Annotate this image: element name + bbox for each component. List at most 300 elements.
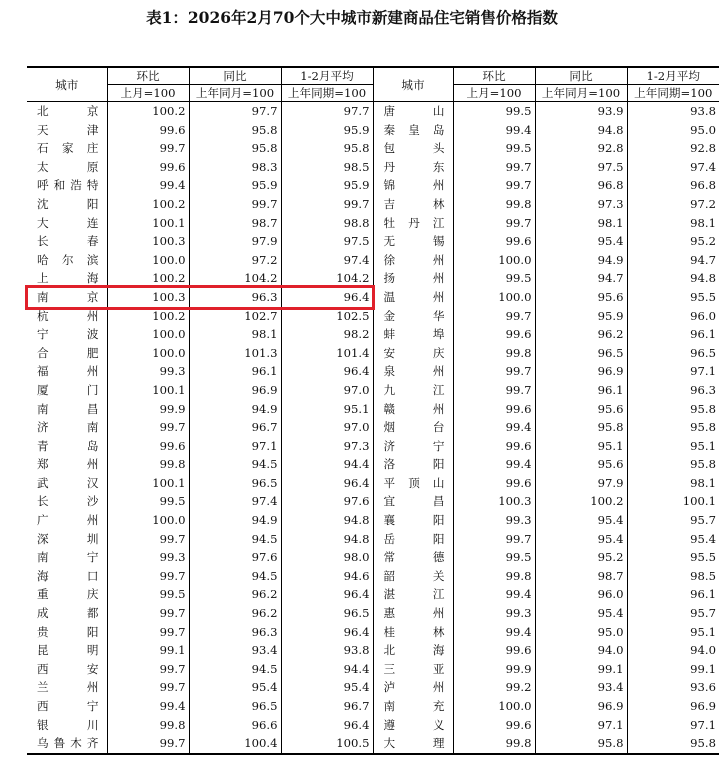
index-mom: 100.0 bbox=[107, 325, 189, 344]
index-mom: 99.7 bbox=[453, 307, 535, 326]
index-yoy: 97.3 bbox=[535, 195, 627, 214]
index-yoy: 94.0 bbox=[535, 641, 627, 660]
city-name: 北京 bbox=[37, 104, 99, 118]
city-name: 北海 bbox=[373, 641, 453, 660]
city-name: 韶关 bbox=[373, 567, 453, 586]
index-mom: 99.4 bbox=[107, 697, 189, 716]
index-yoy: 94.9 bbox=[535, 251, 627, 270]
city-name: 厦门 bbox=[37, 382, 99, 397]
index-avg: 96.1 bbox=[627, 585, 719, 604]
index-avg: 98.8 bbox=[281, 214, 373, 233]
city-name: 秦皇岛 bbox=[373, 121, 453, 140]
city-name: 牡丹江 bbox=[373, 214, 453, 233]
header-avg-left: 1-2月平均 bbox=[281, 67, 373, 85]
index-avg: 99.7 bbox=[281, 195, 373, 214]
index-mom: 99.3 bbox=[453, 604, 535, 623]
index-avg: 102.5 bbox=[281, 307, 373, 326]
index-avg: 98.1 bbox=[627, 214, 719, 233]
index-mom: 100.1 bbox=[107, 381, 189, 400]
index-mom: 99.6 bbox=[453, 325, 535, 344]
table-row bbox=[27, 511, 719, 530]
index-mom: 100.0 bbox=[453, 697, 535, 716]
table-row bbox=[27, 455, 719, 474]
city-name: 湛江 bbox=[373, 585, 453, 604]
table-row bbox=[27, 176, 719, 195]
index-yoy: 96.2 bbox=[189, 585, 281, 604]
index-mom: 99.7 bbox=[453, 362, 535, 381]
city-name: 唐山 bbox=[373, 102, 453, 121]
city-name: 锦州 bbox=[373, 176, 453, 195]
index-avg: 95.8 bbox=[627, 400, 719, 419]
header-mom-base-right: 上月=100 bbox=[453, 85, 535, 102]
index-yoy: 97.1 bbox=[535, 716, 627, 735]
index-yoy: 93.9 bbox=[535, 102, 627, 121]
city-name: 兰州 bbox=[37, 680, 99, 695]
city-name: 常德 bbox=[373, 548, 453, 567]
index-mom: 99.6 bbox=[453, 437, 535, 456]
table-row bbox=[27, 251, 719, 270]
index-mom: 99.6 bbox=[453, 474, 535, 493]
index-avg: 95.1 bbox=[627, 437, 719, 456]
index-yoy: 102.7 bbox=[189, 307, 281, 326]
city-name: 九江 bbox=[373, 381, 453, 400]
index-mom: 99.8 bbox=[107, 455, 189, 474]
index-yoy: 99.7 bbox=[189, 195, 281, 214]
table-row bbox=[27, 381, 719, 400]
index-yoy: 97.7 bbox=[189, 102, 281, 121]
table-row bbox=[27, 158, 719, 177]
city-name: 金华 bbox=[373, 307, 453, 326]
index-avg: 96.4 bbox=[281, 288, 373, 307]
index-mom: 100.1 bbox=[107, 214, 189, 233]
index-avg: 98.5 bbox=[281, 158, 373, 177]
city-name: 无锡 bbox=[373, 232, 453, 251]
table-row bbox=[27, 307, 719, 326]
city-name: 温州 bbox=[373, 288, 453, 307]
index-mom: 99.5 bbox=[453, 102, 535, 121]
index-yoy: 94.8 bbox=[535, 121, 627, 140]
index-mom: 99.8 bbox=[107, 716, 189, 735]
city-name: 三亚 bbox=[373, 660, 453, 679]
index-mom: 99.7 bbox=[107, 623, 189, 642]
index-yoy: 96.9 bbox=[535, 697, 627, 716]
index-yoy: 96.0 bbox=[535, 585, 627, 604]
index-avg: 95.7 bbox=[627, 511, 719, 530]
header-yoy-base-left: 上年同月=100 bbox=[189, 85, 281, 102]
index-mom: 99.3 bbox=[107, 548, 189, 567]
city-name: 天津 bbox=[37, 122, 99, 137]
table-row bbox=[27, 232, 719, 251]
index-avg: 96.4 bbox=[281, 716, 373, 735]
index-avg: 95.8 bbox=[627, 734, 719, 754]
table-row bbox=[27, 641, 719, 660]
index-avg: 101.4 bbox=[281, 344, 373, 363]
city-name: 泸州 bbox=[373, 678, 453, 697]
index-avg: 97.4 bbox=[281, 251, 373, 270]
index-yoy: 95.8 bbox=[189, 139, 281, 158]
header-yoy-left: 同比 bbox=[189, 67, 281, 85]
index-yoy: 95.4 bbox=[535, 604, 627, 623]
index-yoy: 97.5 bbox=[535, 158, 627, 177]
index-avg: 97.1 bbox=[627, 716, 719, 735]
city-name: 南宁 bbox=[37, 550, 99, 565]
table-row bbox=[27, 492, 719, 511]
index-mom: 99.7 bbox=[453, 381, 535, 400]
index-avg: 96.9 bbox=[627, 697, 719, 716]
index-avg: 97.5 bbox=[281, 232, 373, 251]
city-name: 泉州 bbox=[373, 362, 453, 381]
index-avg: 99.1 bbox=[627, 660, 719, 679]
index-avg: 97.1 bbox=[627, 362, 719, 381]
index-mom: 100.0 bbox=[453, 288, 535, 307]
index-avg: 94.8 bbox=[627, 269, 719, 288]
index-mom: 99.7 bbox=[107, 139, 189, 158]
index-mom: 99.7 bbox=[107, 734, 189, 754]
table-row bbox=[27, 585, 719, 604]
index-avg: 100.5 bbox=[281, 734, 373, 754]
index-yoy: 93.4 bbox=[535, 678, 627, 697]
table-row bbox=[27, 400, 719, 419]
header-city-left: 城市 bbox=[27, 67, 107, 102]
index-yoy: 98.3 bbox=[189, 158, 281, 177]
city-name: 西安 bbox=[37, 661, 99, 676]
index-yoy: 95.8 bbox=[189, 121, 281, 140]
index-yoy: 95.4 bbox=[189, 678, 281, 697]
table-row bbox=[27, 288, 719, 307]
index-yoy: 94.5 bbox=[189, 567, 281, 586]
city-name: 徐州 bbox=[373, 251, 453, 270]
city-name: 岳阳 bbox=[373, 530, 453, 549]
index-mom: 100.0 bbox=[453, 251, 535, 270]
index-avg: 93.6 bbox=[627, 678, 719, 697]
index-avg: 95.2 bbox=[627, 232, 719, 251]
city-name: 长春 bbox=[37, 234, 99, 249]
index-avg: 95.5 bbox=[627, 288, 719, 307]
index-avg: 97.6 bbox=[281, 492, 373, 511]
index-mom: 99.7 bbox=[453, 176, 535, 195]
table-row bbox=[27, 660, 719, 679]
city-name: 青岛 bbox=[37, 438, 99, 453]
index-mom: 99.6 bbox=[107, 158, 189, 177]
index-avg: 95.1 bbox=[627, 623, 719, 642]
city-name: 洛阳 bbox=[373, 455, 453, 474]
index-mom: 99.4 bbox=[453, 585, 535, 604]
index-mom: 100.2 bbox=[107, 269, 189, 288]
index-mom: 99.7 bbox=[453, 530, 535, 549]
table-row bbox=[27, 269, 719, 288]
index-yoy: 96.7 bbox=[189, 418, 281, 437]
city-name: 宜昌 bbox=[373, 492, 453, 511]
index-mom: 99.8 bbox=[453, 567, 535, 586]
table-row bbox=[27, 362, 719, 381]
city-name: 宁波 bbox=[37, 327, 99, 342]
index-mom: 99.3 bbox=[107, 362, 189, 381]
city-name: 惠州 bbox=[373, 604, 453, 623]
index-yoy: 95.6 bbox=[535, 288, 627, 307]
index-mom: 99.4 bbox=[453, 418, 535, 437]
index-yoy: 98.7 bbox=[189, 214, 281, 233]
header-avg-base-right: 上年同期=100 bbox=[627, 85, 719, 102]
table-row bbox=[27, 734, 719, 754]
index-yoy: 94.5 bbox=[189, 455, 281, 474]
index-mom: 99.4 bbox=[453, 121, 535, 140]
header-mom-base-left: 上月=100 bbox=[107, 85, 189, 102]
index-yoy: 96.3 bbox=[189, 288, 281, 307]
city-name: 呼和浩特 bbox=[37, 178, 99, 193]
index-avg: 97.3 bbox=[281, 437, 373, 456]
index-yoy: 101.3 bbox=[189, 344, 281, 363]
index-avg: 96.1 bbox=[627, 325, 719, 344]
index-avg: 98.1 bbox=[627, 474, 719, 493]
index-mom: 100.2 bbox=[107, 102, 189, 121]
index-yoy: 94.7 bbox=[535, 269, 627, 288]
index-mom: 100.0 bbox=[107, 344, 189, 363]
city-name: 武汉 bbox=[37, 475, 99, 490]
index-mom: 99.6 bbox=[107, 121, 189, 140]
table-row bbox=[27, 623, 719, 642]
table-row bbox=[27, 604, 719, 623]
city-name: 扬州 bbox=[373, 269, 453, 288]
city-name: 平顶山 bbox=[373, 474, 453, 493]
index-mom: 99.6 bbox=[453, 641, 535, 660]
table-row bbox=[27, 121, 719, 140]
index-yoy: 95.2 bbox=[535, 548, 627, 567]
city-name: 吉林 bbox=[373, 195, 453, 214]
city-name: 南昌 bbox=[37, 401, 99, 416]
index-avg: 92.8 bbox=[627, 139, 719, 158]
index-mom: 99.5 bbox=[107, 585, 189, 604]
index-mom: 100.3 bbox=[107, 288, 189, 307]
index-yoy: 94.5 bbox=[189, 660, 281, 679]
index-mom: 99.2 bbox=[453, 678, 535, 697]
index-mom: 99.7 bbox=[107, 567, 189, 586]
table-row bbox=[27, 195, 719, 214]
city-name: 杭州 bbox=[37, 308, 99, 323]
index-mom: 99.4 bbox=[453, 623, 535, 642]
city-name: 安庆 bbox=[373, 344, 453, 363]
index-yoy: 95.9 bbox=[535, 307, 627, 326]
index-yoy: 99.1 bbox=[535, 660, 627, 679]
index-mom: 99.8 bbox=[453, 195, 535, 214]
index-yoy: 95.4 bbox=[535, 530, 627, 549]
city-name: 贵阳 bbox=[37, 624, 99, 639]
index-avg: 95.9 bbox=[281, 121, 373, 140]
index-avg: 100.1 bbox=[627, 492, 719, 511]
city-name: 郑州 bbox=[37, 457, 99, 472]
header-city-right: 城市 bbox=[373, 67, 453, 102]
index-mom: 99.5 bbox=[453, 548, 535, 567]
index-yoy: 104.2 bbox=[189, 269, 281, 288]
index-mom: 99.8 bbox=[453, 344, 535, 363]
index-yoy: 96.1 bbox=[535, 381, 627, 400]
index-yoy: 95.1 bbox=[535, 437, 627, 456]
index-yoy: 96.5 bbox=[535, 344, 627, 363]
table-row bbox=[27, 102, 719, 121]
index-yoy: 94.9 bbox=[189, 511, 281, 530]
index-yoy: 96.5 bbox=[189, 697, 281, 716]
header-yoy-right: 同比 bbox=[535, 67, 627, 85]
city-name: 济宁 bbox=[373, 437, 453, 456]
index-yoy: 97.1 bbox=[189, 437, 281, 456]
header-mom-right: 环比 bbox=[453, 67, 535, 85]
header-yoy-base-right: 上年同月=100 bbox=[535, 85, 627, 102]
index-mom: 99.6 bbox=[107, 437, 189, 456]
index-mom: 99.8 bbox=[453, 734, 535, 754]
index-avg: 97.7 bbox=[281, 102, 373, 121]
index-mom: 99.5 bbox=[107, 492, 189, 511]
city-name: 成都 bbox=[37, 606, 99, 621]
index-avg: 94.4 bbox=[281, 660, 373, 679]
index-avg: 96.4 bbox=[281, 474, 373, 493]
city-name: 海口 bbox=[37, 568, 99, 583]
index-yoy: 98.1 bbox=[535, 214, 627, 233]
index-mom: 99.5 bbox=[453, 269, 535, 288]
index-avg: 94.8 bbox=[281, 511, 373, 530]
index-yoy: 96.2 bbox=[535, 325, 627, 344]
city-name: 大理 bbox=[373, 734, 453, 754]
index-mom: 99.7 bbox=[107, 530, 189, 549]
index-yoy: 97.2 bbox=[189, 251, 281, 270]
price-index-table bbox=[27, 66, 719, 755]
city-name: 石家庄 bbox=[37, 141, 99, 156]
city-name: 桂林 bbox=[373, 623, 453, 642]
index-yoy: 96.9 bbox=[189, 381, 281, 400]
index-mom: 99.1 bbox=[107, 641, 189, 660]
index-mom: 100.2 bbox=[107, 195, 189, 214]
index-yoy: 95.8 bbox=[535, 734, 627, 754]
index-avg: 96.4 bbox=[281, 362, 373, 381]
city-name: 襄阳 bbox=[373, 511, 453, 530]
city-name: 沈阳 bbox=[37, 196, 99, 211]
table-row bbox=[27, 325, 719, 344]
city-name: 长沙 bbox=[37, 494, 99, 509]
index-mom: 99.3 bbox=[453, 511, 535, 530]
city-name: 太原 bbox=[37, 159, 99, 174]
index-avg: 94.8 bbox=[281, 530, 373, 549]
index-avg: 96.7 bbox=[281, 697, 373, 716]
city-name: 合肥 bbox=[37, 345, 99, 360]
index-avg: 96.0 bbox=[627, 307, 719, 326]
index-yoy: 95.6 bbox=[535, 455, 627, 474]
index-mom: 99.7 bbox=[453, 214, 535, 233]
city-name: 深圳 bbox=[37, 531, 99, 546]
index-avg: 95.5 bbox=[627, 548, 719, 567]
index-avg: 96.5 bbox=[627, 344, 719, 363]
table-row bbox=[27, 678, 719, 697]
index-yoy: 95.6 bbox=[535, 400, 627, 419]
header-mom-left: 环比 bbox=[107, 67, 189, 85]
header-avg-base-left: 上年同期=100 bbox=[281, 85, 373, 102]
index-avg: 97.0 bbox=[281, 418, 373, 437]
index-avg: 97.0 bbox=[281, 381, 373, 400]
index-avg: 94.6 bbox=[281, 567, 373, 586]
index-avg: 97.2 bbox=[627, 195, 719, 214]
index-yoy: 96.2 bbox=[189, 604, 281, 623]
index-avg: 95.4 bbox=[281, 678, 373, 697]
index-yoy: 96.8 bbox=[535, 176, 627, 195]
index-avg: 95.7 bbox=[627, 604, 719, 623]
city-name: 济南 bbox=[37, 420, 99, 435]
index-yoy: 100.4 bbox=[189, 734, 281, 754]
index-mom: 100.0 bbox=[107, 251, 189, 270]
index-avg: 104.2 bbox=[281, 269, 373, 288]
city-name: 赣州 bbox=[373, 400, 453, 419]
index-avg: 96.3 bbox=[627, 381, 719, 400]
index-yoy: 97.9 bbox=[535, 474, 627, 493]
index-yoy: 96.5 bbox=[189, 474, 281, 493]
city-name: 昆明 bbox=[37, 643, 99, 658]
index-mom: 99.5 bbox=[453, 139, 535, 158]
index-yoy: 100.2 bbox=[535, 492, 627, 511]
table-row bbox=[27, 418, 719, 437]
index-yoy: 98.7 bbox=[535, 567, 627, 586]
index-avg: 96.4 bbox=[281, 623, 373, 642]
header-avg-right: 1-2月平均 bbox=[627, 67, 719, 85]
index-avg: 98.0 bbox=[281, 548, 373, 567]
index-avg: 95.4 bbox=[627, 530, 719, 549]
city-name: 包头 bbox=[373, 139, 453, 158]
index-mom: 99.7 bbox=[107, 418, 189, 437]
index-avg: 97.4 bbox=[627, 158, 719, 177]
city-name: 南京 bbox=[37, 289, 99, 304]
table-row bbox=[27, 214, 719, 233]
table-row bbox=[27, 716, 719, 735]
city-name: 乌鲁木齐 bbox=[27, 734, 107, 754]
index-avg: 98.2 bbox=[281, 325, 373, 344]
table-row bbox=[27, 567, 719, 586]
index-mom: 99.6 bbox=[453, 400, 535, 419]
index-mom: 100.3 bbox=[453, 492, 535, 511]
index-mom: 100.3 bbox=[107, 232, 189, 251]
index-yoy: 95.4 bbox=[535, 232, 627, 251]
city-name: 南充 bbox=[373, 697, 453, 716]
index-avg: 94.7 bbox=[627, 251, 719, 270]
index-yoy: 94.5 bbox=[189, 530, 281, 549]
index-mom: 99.7 bbox=[107, 604, 189, 623]
city-name: 福州 bbox=[37, 364, 99, 379]
table-row bbox=[27, 474, 719, 493]
page-title: 表1：2026年2月70个大中城市新建商品住宅销售价格指数 bbox=[146, 8, 558, 27]
index-yoy: 95.9 bbox=[189, 176, 281, 195]
index-yoy: 93.4 bbox=[189, 641, 281, 660]
city-name: 大连 bbox=[37, 215, 99, 230]
index-avg: 94.0 bbox=[627, 641, 719, 660]
index-mom: 99.7 bbox=[107, 678, 189, 697]
index-mom: 100.0 bbox=[107, 511, 189, 530]
index-yoy: 95.4 bbox=[535, 511, 627, 530]
city-name: 丹东 bbox=[373, 158, 453, 177]
index-mom: 99.4 bbox=[107, 176, 189, 195]
index-yoy: 92.8 bbox=[535, 139, 627, 158]
index-avg: 95.0 bbox=[627, 121, 719, 140]
index-mom: 99.6 bbox=[453, 716, 535, 735]
city-name: 遵义 bbox=[373, 716, 453, 735]
table-row bbox=[27, 697, 719, 716]
index-avg: 94.4 bbox=[281, 455, 373, 474]
city-name: 西宁 bbox=[37, 699, 99, 713]
index-yoy: 95.8 bbox=[535, 418, 627, 437]
index-avg: 95.8 bbox=[627, 455, 719, 474]
index-mom: 99.6 bbox=[453, 232, 535, 251]
city-name: 蚌埠 bbox=[373, 325, 453, 344]
index-mom: 99.7 bbox=[453, 158, 535, 177]
index-mom: 99.9 bbox=[107, 400, 189, 419]
index-yoy: 96.9 bbox=[535, 362, 627, 381]
index-mom: 99.4 bbox=[453, 455, 535, 474]
table-row bbox=[27, 344, 719, 363]
index-avg: 93.8 bbox=[281, 641, 373, 660]
index-yoy: 96.1 bbox=[189, 362, 281, 381]
